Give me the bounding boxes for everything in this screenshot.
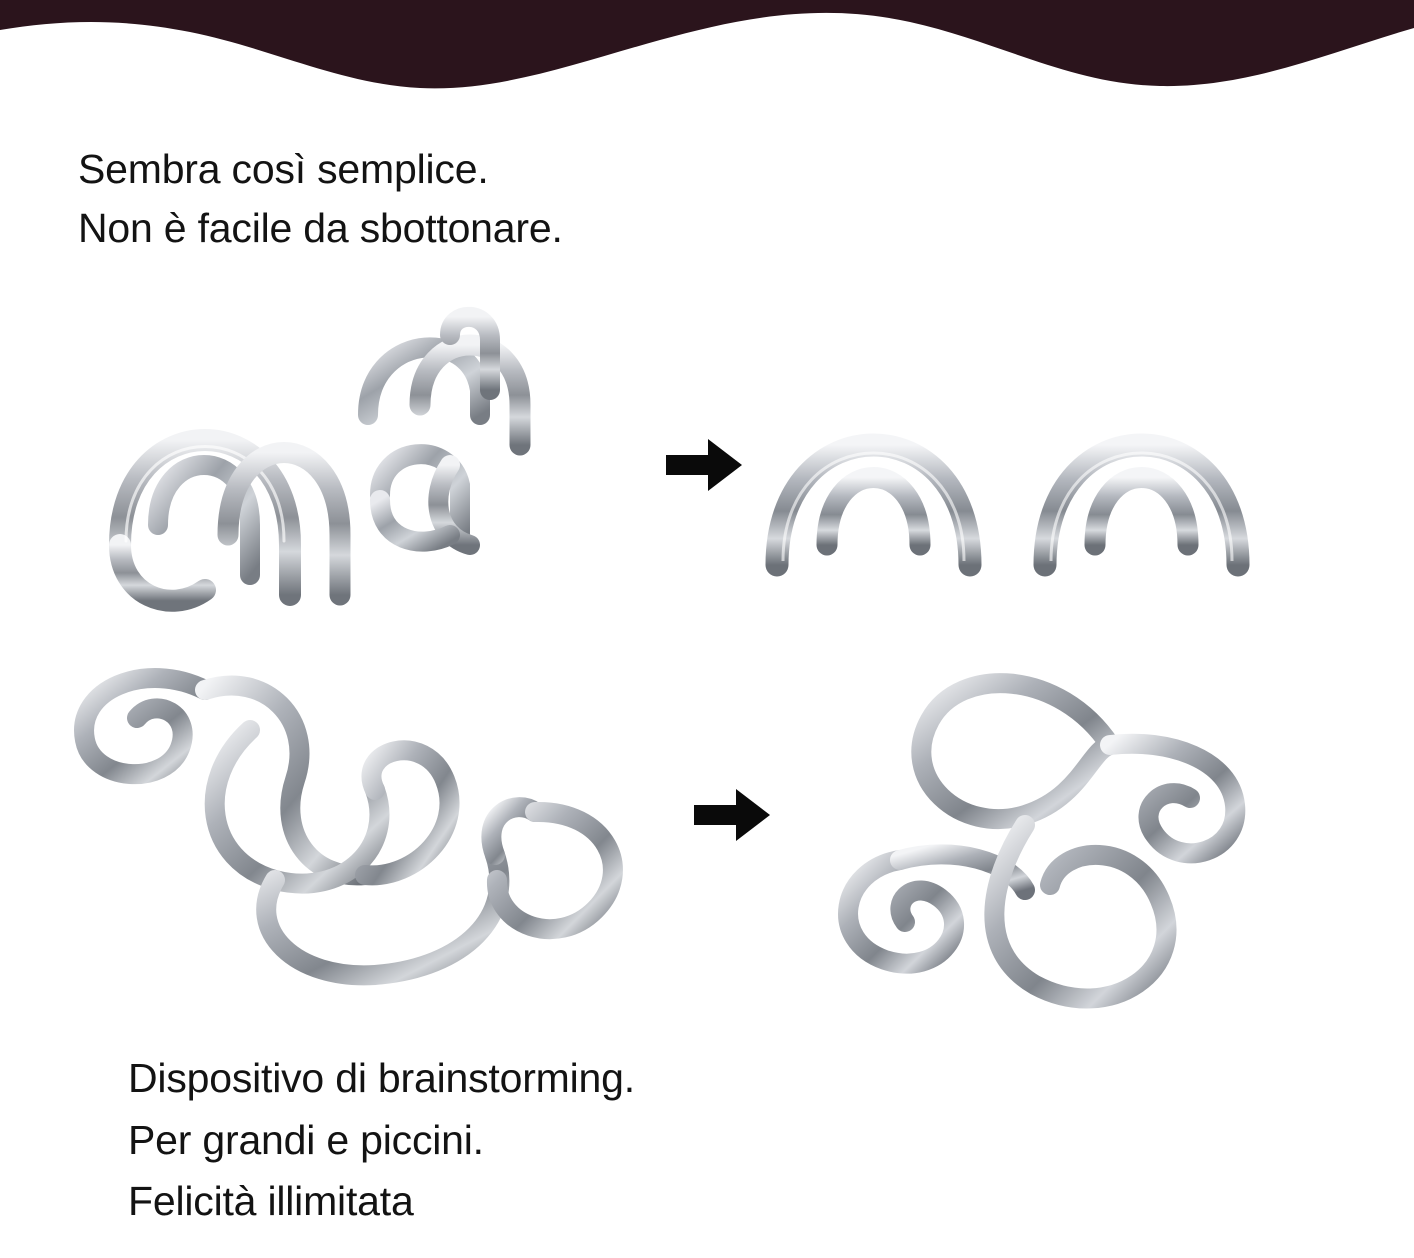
wave-shape <box>0 0 1414 110</box>
right-arrow-icon-row1 <box>664 435 744 495</box>
top-wave-banner <box>0 0 1414 110</box>
bottom-line-2: Per grandi e piccini. <box>128 1116 484 1163</box>
u-puzzle-tangled-image <box>50 295 640 625</box>
right-arrow-icon-row2 <box>692 785 772 845</box>
u-puzzle-tangled-svg <box>50 295 640 625</box>
arrow-shape <box>692 785 772 845</box>
spiral-puzzle-interlocked-svg <box>45 630 655 1025</box>
bottom-line-3: Felicità illimitata <box>128 1178 414 1224</box>
spiral-puzzle-separated-image <box>810 630 1350 1025</box>
headline-line-2: Non è facile da sbottonare. <box>78 205 563 252</box>
headline-line-1: Sembra così semplice. <box>78 146 489 192</box>
headline-block <box>78 140 1278 259</box>
u-puzzle-separated-svg <box>755 295 1315 625</box>
arrow-shape <box>664 435 744 495</box>
spiral-puzzle-interlocked-image <box>45 630 655 1025</box>
bottom-text-block <box>128 1048 1328 1233</box>
product-illustration-area <box>0 295 1414 1025</box>
spiral-puzzle-separated-svg <box>810 630 1350 1025</box>
illustration-row-u-puzzle <box>0 295 1414 625</box>
u-puzzle-separated-image <box>755 295 1315 625</box>
illustration-row-spiral-puzzle <box>0 630 1414 1025</box>
bottom-line-1: Dispositivo di brainstorming. <box>128 1055 635 1101</box>
